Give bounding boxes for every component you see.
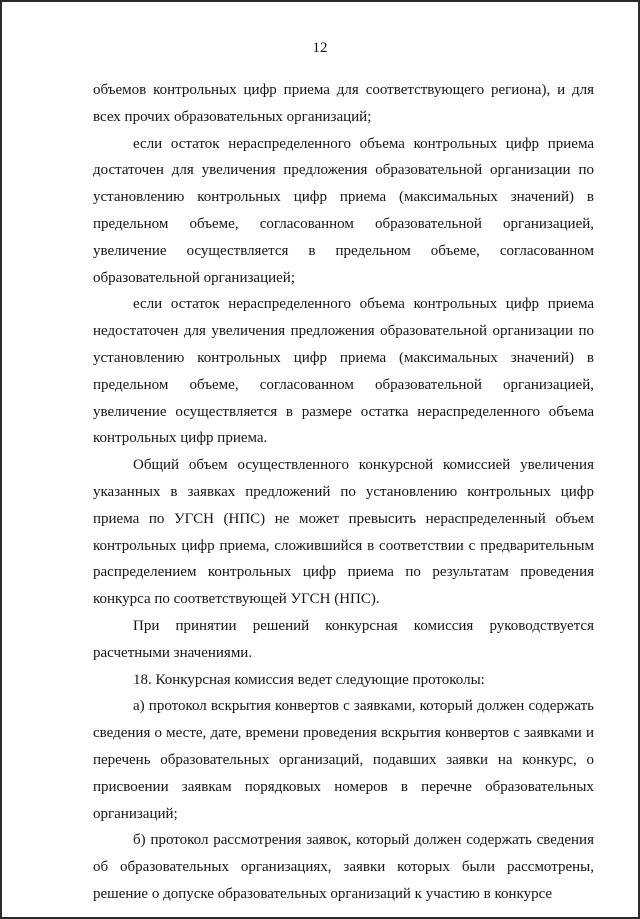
paragraph: а) протокол вскрытия конвертов с заявками, который должен содержать сведения о месте, дате, времени проведения вскрытия конвертов с заявками и перечень образовательных организаций, подавших заявки на конкурс, о присвоении заявкам порядковых номеров в перечне образовательных организаций; <box>93 698 594 822</box>
paragraph: если остаток нераспределенного объема контрольных цифр приема недостаточен для увеличения предложения образовательной организации по установлению контрольных цифр приема (максимальных значений) в предельном объеме, согласованном образовательной организацией, увеличение осуществляется в размере остатка нераспределенного объема контрольных цифр приема. <box>93 296 594 447</box>
body-text <box>93 77 594 908</box>
paragraph: б) протокол рассмотрения заявок, который должен содержать сведения об образовательных организациях, заявки которых были рассмотрены, решение о допуске образовательных организаций к участию в конкурсе <box>93 832 594 902</box>
paragraph: При принятии решений конкурсная комиссия руководствуется расчетными значениями. <box>93 617 594 661</box>
paragraph: если остаток нераспределенного объема контрольных цифр приема достаточен для увеличения предложения образовательной организации по установлению контрольных цифр приема (максимальных значений) в предельном объеме, согласованном образовательной организацией, увеличение осуществляется в предельном объеме, согласованном образовательной организацией; <box>93 135 594 286</box>
paragraph: 18. Конкурсная комиссия ведет следующие протоколы: <box>133 671 485 688</box>
paragraph: Общий объем осуществленного конкурсной комиссией увеличения указанных в заявках предложений по установлению контрольных цифр приема по УГСН (НПС) не может превысить нераспределенный объем контрольных цифр приема, сложившийся в соответствии с предварительным распределением контрольных цифр приема по результатам проведения конкурса по соответствующей УГСН (НПС). <box>93 457 594 608</box>
paragraph: объемов контрольных цифр приема для соответствующего региона), и для всех прочих образовательных организаций; <box>93 82 594 125</box>
page-number: 12 <box>312 40 328 56</box>
